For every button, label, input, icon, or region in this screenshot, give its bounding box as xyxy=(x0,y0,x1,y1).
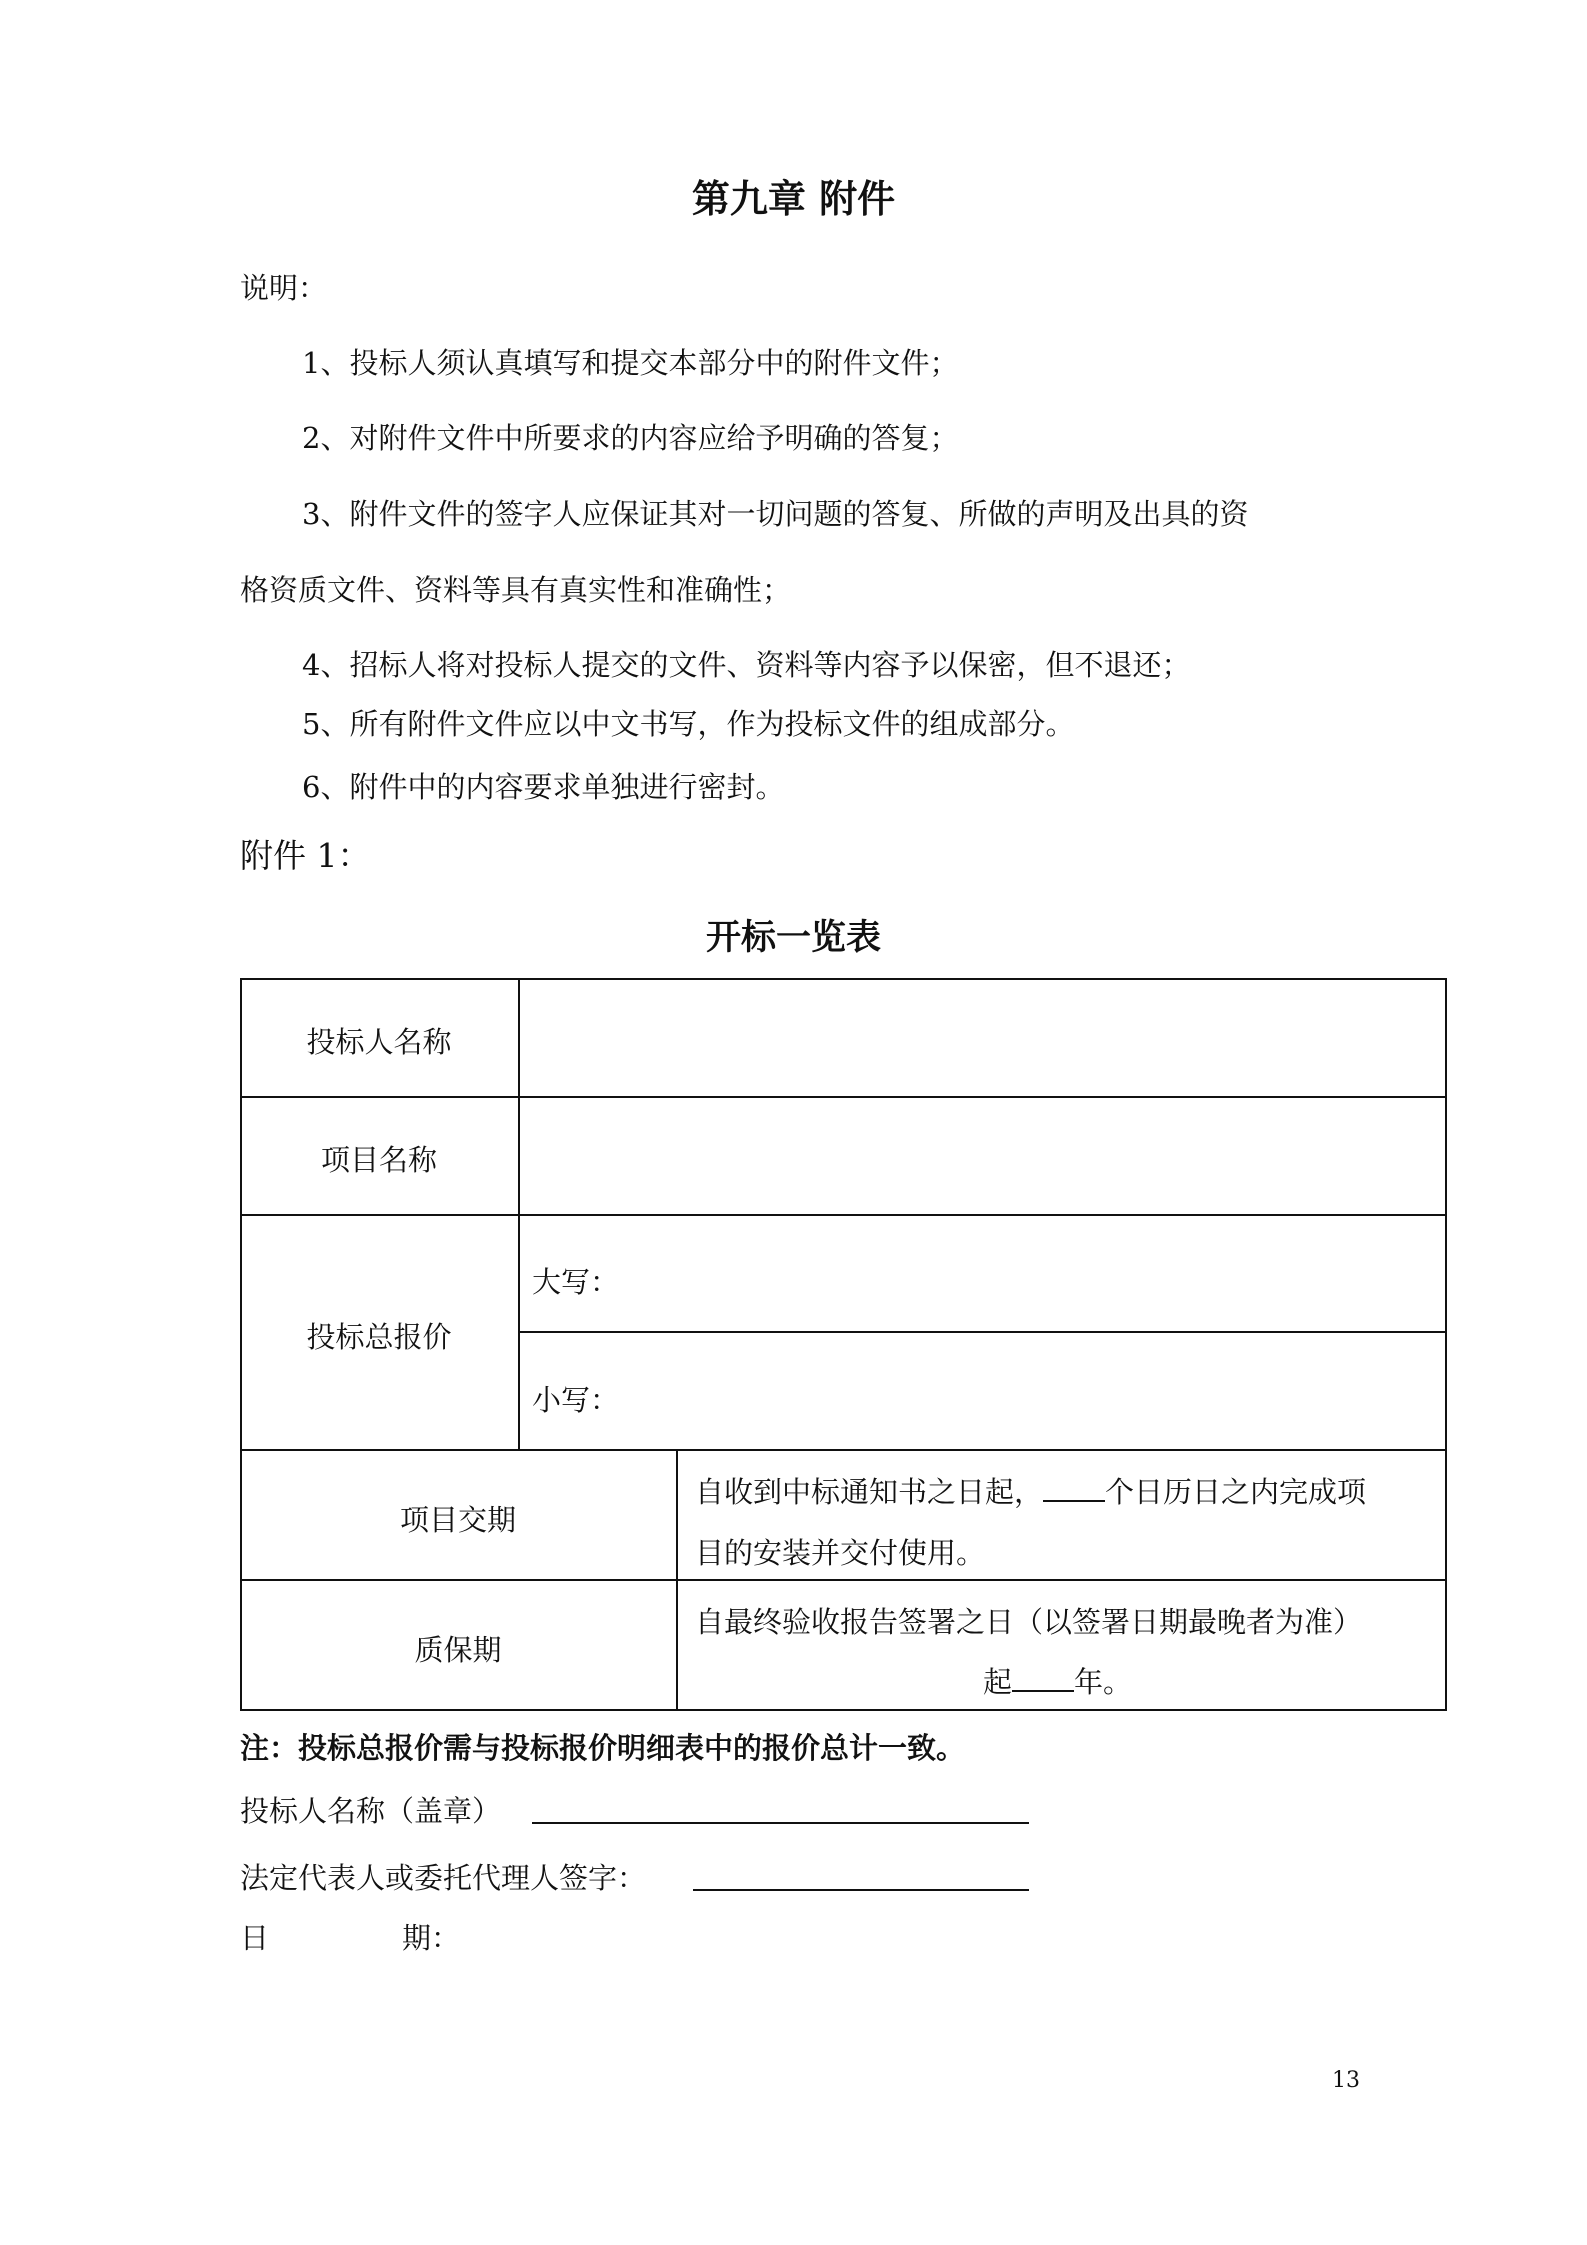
chapter-title: 第九章 附件 xyxy=(691,176,896,221)
warranty-text: 自最终验收报告签署之日（以签署日期最晚者为准） xyxy=(695,1605,1363,1639)
bidder-name-seal-label: 投标人名称（盖章） xyxy=(240,1794,502,1828)
date-label-part2: 期： xyxy=(402,1921,461,1955)
lowercase-amount-field[interactable] xyxy=(620,1335,1443,1447)
total-price-label: 投标总报价 xyxy=(306,1320,452,1354)
instruction-item: 3、附件文件的签字人应保证其对一切问题的答复、所做的声明及出具的资 xyxy=(302,497,1249,531)
bid-summary-table xyxy=(240,978,1447,1711)
project-name-label: 项目名称 xyxy=(320,1143,437,1177)
delivery-text-start: 自收到中标通知书之日起， xyxy=(695,1475,1044,1509)
delivery-text xyxy=(695,1470,1366,1511)
row-divider xyxy=(240,1096,1447,1098)
instruction-item: 5、所有附件文件应以中文书写，作为投标文件的组成部分。 xyxy=(302,707,1075,741)
table-border xyxy=(240,978,1447,980)
table-title: 开标一览表 xyxy=(705,917,881,958)
page-number: 13 xyxy=(1332,2068,1360,2093)
intro-label: 说明： xyxy=(240,271,328,305)
bidder-name-label: 投标人名称 xyxy=(306,1025,452,1059)
warranty-years xyxy=(983,1660,1132,1701)
warranty-years-end: 年。 xyxy=(1074,1665,1133,1699)
table-border xyxy=(240,1709,1447,1711)
warranty-years-blank[interactable] xyxy=(1012,1662,1074,1692)
delivery-label: 项目交期 xyxy=(399,1503,516,1537)
column-divider xyxy=(518,978,520,1449)
legal-rep-signature-line[interactable] xyxy=(693,1889,1029,1891)
lowercase-amount-label: 小写： xyxy=(532,1383,620,1417)
delivery-text-line2: 目的安装并交付使用。 xyxy=(695,1536,986,1570)
date-label-part1: 日 xyxy=(240,1921,270,1955)
legal-rep-signature-label: 法定代表人或委托代理人签字： xyxy=(240,1861,647,1895)
uppercase-amount-field[interactable] xyxy=(620,1218,1443,1328)
instruction-item: 6、附件中的内容要求单独进行密封。 xyxy=(302,770,785,804)
column-divider xyxy=(676,1449,678,1709)
instruction-item: 2、对附件文件中所要求的内容应给予明确的答复； xyxy=(302,421,959,455)
instruction-item: 4、招标人将对投标人提交的文件、资料等内容予以保密，但不退还； xyxy=(302,648,1191,682)
instruction-item: 1、投标人须认真填写和提交本部分中的附件文件； xyxy=(302,346,959,380)
bidder-name-seal-line[interactable] xyxy=(532,1822,1029,1824)
warranty-label: 质保期 xyxy=(414,1633,502,1667)
attachment-label: 附件 1： xyxy=(240,836,371,875)
row-divider xyxy=(240,1214,1447,1216)
row-divider xyxy=(240,1449,1447,1451)
price-note: 注：投标总报价需与投标报价明细表中的报价总计一致。 xyxy=(240,1731,966,1765)
row-divider xyxy=(240,1579,1447,1581)
delivery-days-blank[interactable] xyxy=(1043,1472,1105,1502)
row-divider xyxy=(518,1331,1447,1333)
instruction-item-continued: 格资质文件、资料等具有真实性和准确性； xyxy=(240,573,792,607)
delivery-text-end: 个日历日之内完成项 xyxy=(1105,1475,1367,1509)
bidder-name-field[interactable] xyxy=(522,982,1443,1094)
warranty-years-start: 起 xyxy=(983,1665,1013,1699)
table-border xyxy=(1445,978,1447,1711)
uppercase-amount-label: 大写： xyxy=(532,1265,620,1299)
project-name-field[interactable] xyxy=(522,1100,1443,1212)
